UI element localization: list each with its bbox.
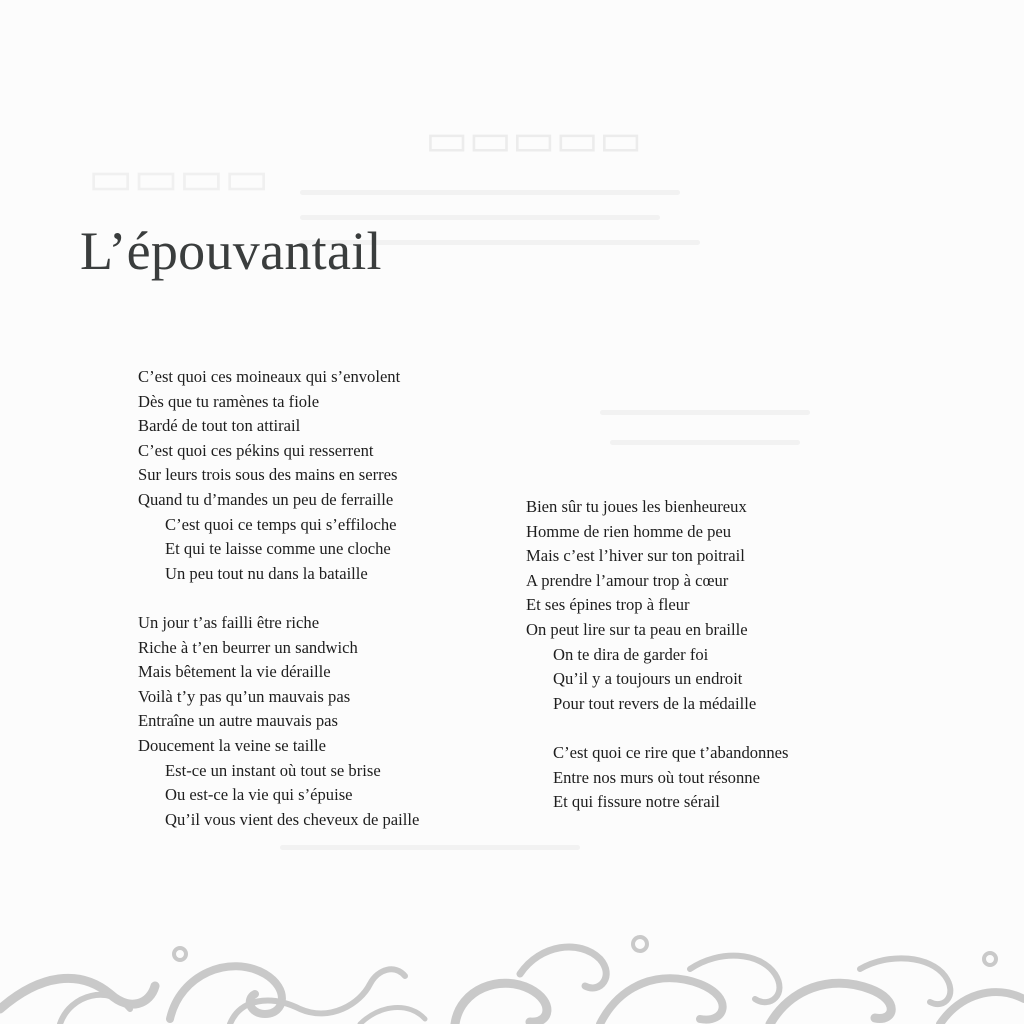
- poem-line: Homme de rien homme de peu: [526, 521, 732, 541]
- poem-line: Mais c’est l’hiver sur ton poitrail: [526, 546, 745, 566]
- poem-line: A prendre l’amour trop à cœur: [526, 570, 729, 590]
- stanza-break: [526, 716, 788, 741]
- poem-line: Est-ce un instant où tout se brise: [165, 760, 381, 780]
- poem-right-column: [526, 495, 788, 815]
- poem-line: Mais bêtement la vie déraille: [138, 662, 331, 682]
- poem-line: Bien sûr tu joues les bienheureux: [526, 497, 747, 516]
- poem-line: Et ses épines trop à fleur: [526, 595, 690, 615]
- poem-line: Pour tout revers de la médaille: [553, 693, 757, 713]
- poem-line: Ou est-ce la vie qui s’épuise: [165, 785, 353, 805]
- stanza-break: [138, 586, 419, 611]
- show-through-line: [300, 190, 680, 195]
- poem-line: On te dira de garder foi: [553, 644, 709, 664]
- poem-title: L’épouvantail: [80, 221, 382, 281]
- show-through-line: [610, 440, 800, 445]
- poem-line: Et qui te laisse comme une cloche: [165, 539, 391, 559]
- poem-line: C’est quoi ces pékins qui resserrent: [138, 440, 374, 460]
- poem-line: Dès que tu ramènes ta fiole: [138, 391, 320, 411]
- poem-line: Qu’il vous vient des cheveux de paille: [165, 809, 420, 829]
- poem-line: Riche à t’en beurrer un sandwich: [138, 637, 358, 657]
- show-through-shape: ▭▭▭▭: [88, 152, 270, 205]
- poem-line: Voilà t’y pas qu’un mauvais pas: [138, 686, 351, 706]
- floral-scroll-ornament-icon: [0, 914, 1024, 1024]
- poem-line: Bardé de tout ton attirail: [138, 416, 301, 436]
- poem-line: Quand tu d’mandes un peu de ferraille: [138, 489, 394, 509]
- show-through-shape: ▭▭▭▭▭: [425, 114, 643, 165]
- poem-line: Un jour t’as failli être riche: [138, 612, 320, 632]
- poem-line: C’est quoi ces moineaux qui s’envolent: [138, 367, 401, 386]
- poem-line: On peut lire sur ta peau en braille: [526, 619, 748, 639]
- poem-line: C’est quoi ce rire que t’abandonnes: [553, 742, 789, 762]
- poem-line: Qu’il y a toujours un endroit: [553, 669, 743, 689]
- poem-line: Et qui fissure notre sérail: [553, 792, 720, 812]
- poem-line: Sur leurs trois sous des mains en serres: [138, 465, 398, 485]
- show-through-line: [280, 845, 580, 850]
- poem-line: Entraîne un autre mauvais pas: [138, 711, 338, 731]
- poem-left-column: [138, 365, 419, 832]
- show-through-line: [600, 410, 810, 415]
- poem-line: C’est quoi ce temps qui s’effiloche: [165, 514, 397, 534]
- poem-line: Entre nos murs où tout résonne: [553, 767, 760, 787]
- poem-line: Un peu tout nu dans la bataille: [165, 563, 368, 583]
- poem-line: Doucement la veine se taille: [138, 735, 326, 755]
